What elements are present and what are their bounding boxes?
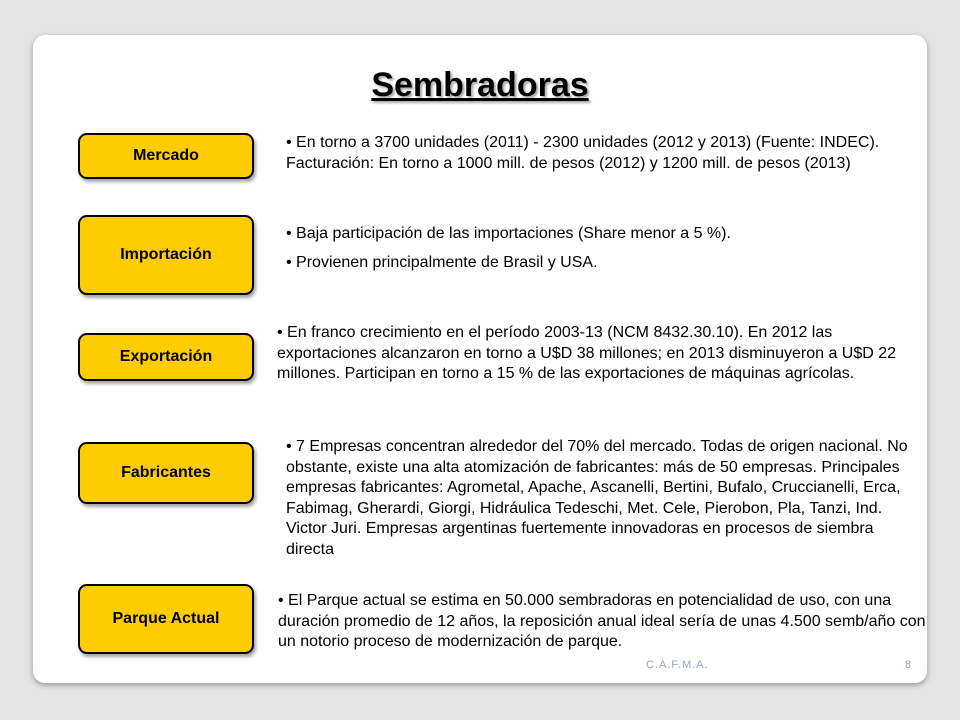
text-mercado bbox=[286, 133, 926, 174]
label-mercado bbox=[78, 133, 254, 179]
label-importacion-text: Importación bbox=[120, 246, 212, 263]
bullet-mercado-1: • En torno a 3700 unidades (2011) - 2300 unidades (2012 y 2013) (Fuente: INDEC). Facturación: En torno a 1000 mill. de pesos (2012) y 1200 mill. de pesos (2013) bbox=[286, 134, 880, 172]
label-exportacion-text: Exportación bbox=[119, 348, 213, 365]
text-fabricantes bbox=[286, 437, 926, 560]
bullet-exportacion-1: • En franco crecimiento en el período 2003-13 (NCM 8432.30.10). En 2012 las exportaciones alcanzaron en torno a U$D 38 millones; en 2013 disminuyeron a U$D 22 millones. Participan en torno a 15 % de las exportaciones de máquinas agrícolas. bbox=[277, 324, 897, 382]
label-fabricantes bbox=[78, 442, 254, 504]
label-mercado-text: Mercado bbox=[133, 147, 199, 164]
bullet-importacion-2: • Provienen principalmente de Brasil y USA. bbox=[286, 253, 598, 271]
bullet-parque-actual-1: • El Parque actual se estima en 50.000 sembradoras en potencialidad de uso, con una duración promedio de 12 años, la reposición anual ideal sería de unas 4.500 semb/año con un notorio proceso de modernización de parque. bbox=[278, 592, 926, 650]
label-fabricantes-text: Fabricantes bbox=[121, 464, 211, 481]
slide-title: Sembradoras bbox=[371, 66, 589, 104]
text-importacion bbox=[286, 224, 926, 273]
footer-organization: C.A.F.M.A. bbox=[646, 659, 709, 671]
label-importacion bbox=[78, 215, 254, 295]
text-parque-actual bbox=[278, 591, 930, 653]
label-exportacion bbox=[78, 333, 254, 381]
label-parque-actual bbox=[78, 584, 254, 654]
footer-page-number: 8 bbox=[905, 659, 912, 671]
bullet-fabricantes-1: • 7 Empresas concentran alrededor del 70% del mercado. Todas de origen nacional. No obstante, existe una alta atomización de fabricantes: más de 50 empresas. Principales empresas fabricantes: Agrometal, Apache, Ascanelli, Bertini, Bufalo, Cruccianelli, Erca, Fabimag, Gherardi, Giorgi, Hidráulica Tedeschi, Met. Cele, Pierobon, Pla, Tanzi, Ind. Victor Juri. Empresas argentinas fuertemente innovadoras en procesos de siembra directa bbox=[286, 438, 908, 558]
label-parque-actual-text: Parque Actual bbox=[112, 610, 220, 627]
bullet-importacion-1: • Baja participación de las importaciones (Share menor a 5 %). bbox=[286, 225, 731, 242]
text-exportacion bbox=[277, 323, 932, 385]
